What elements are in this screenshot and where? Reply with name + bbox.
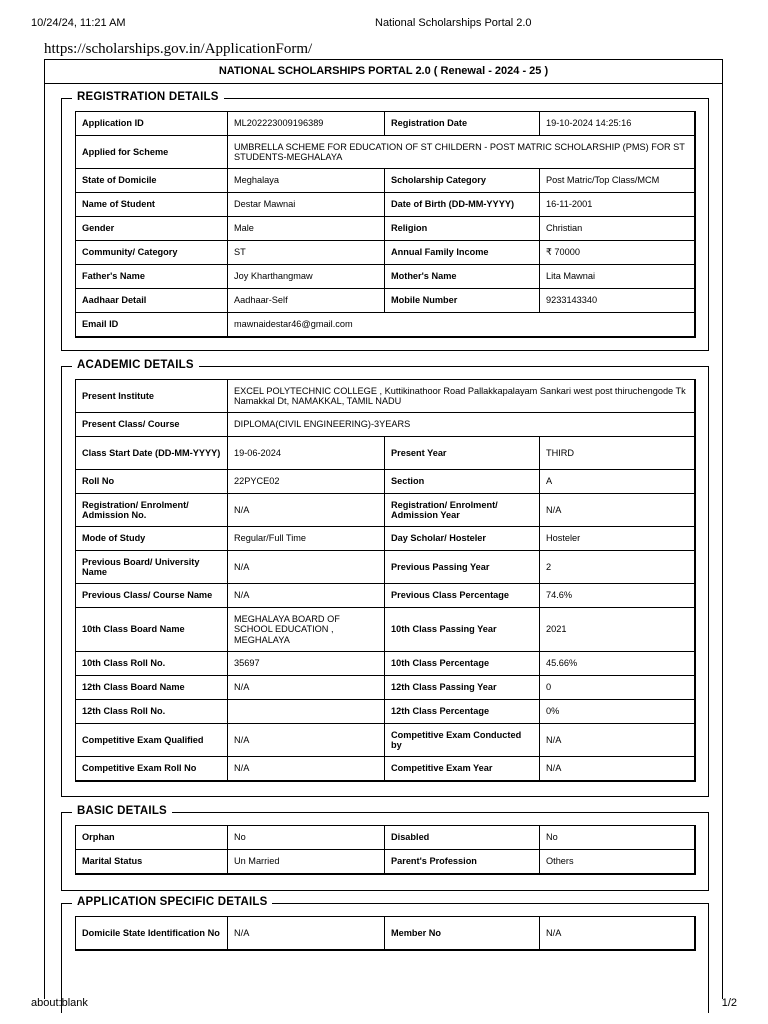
- field-label: Roll No: [76, 470, 228, 494]
- field-value: 74.6%: [540, 584, 695, 608]
- field-value: N/A: [228, 757, 385, 781]
- section-legend: REGISTRATION DETAILS: [72, 89, 224, 105]
- field-value: 19-06-2024: [228, 437, 385, 470]
- field-value: 0%: [540, 700, 695, 724]
- print-timestamp: 10/24/24, 11:21 AM: [31, 17, 126, 29]
- field-label: Parent's Profession: [385, 850, 540, 874]
- field-value: ST: [228, 241, 385, 265]
- portal-title: NATIONAL SCHOLARSHIPS PORTAL 2.0 ( Renewal - 2024 - 25 ): [45, 60, 722, 84]
- field-value: N/A: [228, 724, 385, 757]
- field-value: Lita Mawnai: [540, 265, 695, 289]
- table-row: [76, 112, 695, 136]
- field-label: 12th Class Board Name: [76, 676, 228, 700]
- field-value: Destar Mawnai: [228, 193, 385, 217]
- field-value: N/A: [228, 584, 385, 608]
- section-legend: BASIC DETAILS: [72, 803, 172, 819]
- field-value: mawnaidestar46@gmail.com: [228, 313, 695, 337]
- field-value: 16-11-2001: [540, 193, 695, 217]
- table-row: [76, 724, 695, 757]
- field-value: N/A: [228, 551, 385, 584]
- table-row: [76, 608, 695, 652]
- registration-table: [75, 111, 696, 338]
- table-row: [76, 217, 695, 241]
- field-label: Present Class/ Course: [76, 413, 228, 437]
- field-label: Competitive Exam Roll No: [76, 757, 228, 781]
- print-footer: [31, 997, 737, 1011]
- field-value: N/A: [540, 724, 695, 757]
- field-value: Post Matric/Top Class/MCM: [540, 169, 695, 193]
- table-row: [76, 169, 695, 193]
- field-label: Previous Class/ Course Name: [76, 584, 228, 608]
- section-legend: ACADEMIC DETAILS: [72, 357, 199, 373]
- field-value: 19-10-2024 14:25:16: [540, 112, 695, 136]
- field-value: No: [540, 826, 695, 850]
- field-label: Previous Class Percentage: [385, 584, 540, 608]
- field-value: ₹ 70000: [540, 241, 695, 265]
- field-label: Community/ Category: [76, 241, 228, 265]
- field-label: Day Scholar/ Hosteler: [385, 527, 540, 551]
- table-row: [76, 676, 695, 700]
- field-label: Scholarship Category: [385, 169, 540, 193]
- field-value: EXCEL POLYTECHNIC COLLEGE , Kuttikinathoor Road Pallakkapalayam Sankari west post thiruchengode Tk Namakkal Dt, NAMAKKAL, TAMIL NADU: [228, 380, 695, 413]
- field-label: Mode of Study: [76, 527, 228, 551]
- field-label: Registration/ Enrolment/ Admission Year: [385, 494, 540, 527]
- field-label: Annual Family Income: [385, 241, 540, 265]
- field-value: Regular/Full Time: [228, 527, 385, 551]
- field-value: Others: [540, 850, 695, 874]
- table-row: [76, 193, 695, 217]
- table-row: [76, 136, 695, 169]
- field-value: No: [228, 826, 385, 850]
- field-label: Disabled: [385, 826, 540, 850]
- field-label: Application ID: [76, 112, 228, 136]
- table-row: [76, 265, 695, 289]
- table-row: [76, 241, 695, 265]
- print-source: about:blank: [31, 997, 88, 1009]
- field-label: Applied for Scheme: [76, 136, 228, 169]
- table-row: [76, 700, 695, 724]
- field-value: Joy Kharthangmaw: [228, 265, 385, 289]
- field-value: N/A: [228, 917, 385, 950]
- table-row: [76, 850, 695, 874]
- table-row: [76, 413, 695, 437]
- field-label: 10th Class Passing Year: [385, 608, 540, 652]
- print-header: [31, 17, 737, 31]
- page-number: 1/2: [721, 997, 737, 1009]
- print-page-title: National Scholarships Portal 2.0: [375, 17, 532, 29]
- field-label: Email ID: [76, 313, 228, 337]
- table-row: [76, 551, 695, 584]
- field-label: Mother's Name: [385, 265, 540, 289]
- table-row: [76, 380, 695, 413]
- field-label: Previous Passing Year: [385, 551, 540, 584]
- basic-table: [75, 825, 696, 875]
- field-value: Aadhaar-Self: [228, 289, 385, 313]
- field-value: ML202223009196389: [228, 112, 385, 136]
- field-value: N/A: [228, 676, 385, 700]
- field-label: Present Institute: [76, 380, 228, 413]
- field-label: Registration Date: [385, 112, 540, 136]
- table-row: [76, 917, 695, 950]
- field-label: Marital Status: [76, 850, 228, 874]
- field-value: Christian: [540, 217, 695, 241]
- application-specific-table: [75, 916, 696, 951]
- application-form: [44, 59, 723, 999]
- table-row: [76, 826, 695, 850]
- table-row: [76, 757, 695, 781]
- field-value: 0: [540, 676, 695, 700]
- field-label: Class Start Date (DD-MM-YYYY): [76, 437, 228, 470]
- field-value: Meghalaya: [228, 169, 385, 193]
- field-value: UMBRELLA SCHEME FOR EDUCATION OF ST CHILDERN - POST MATRIC SCHOLARSHIP (PMS) FOR ST STUDENTS-MEGHALAYA: [228, 136, 695, 169]
- field-label: Mobile Number: [385, 289, 540, 313]
- academic-details-section: [61, 359, 709, 797]
- field-value: [228, 700, 385, 724]
- field-label: 12th Class Percentage: [385, 700, 540, 724]
- registration-details-section: [61, 91, 709, 351]
- field-value: Un Married: [228, 850, 385, 874]
- field-label: Domicile State Identification No: [76, 917, 228, 950]
- field-label: State of Domicile: [76, 169, 228, 193]
- field-value: 45.66%: [540, 652, 695, 676]
- field-label: Competitive Exam Qualified: [76, 724, 228, 757]
- field-label: Orphan: [76, 826, 228, 850]
- field-label: Aadhaar Detail: [76, 289, 228, 313]
- field-value: A: [540, 470, 695, 494]
- table-row: [76, 470, 695, 494]
- field-label: Religion: [385, 217, 540, 241]
- table-row: [76, 652, 695, 676]
- field-label: Section: [385, 470, 540, 494]
- field-value: 22PYCE02: [228, 470, 385, 494]
- field-value: 35697: [228, 652, 385, 676]
- field-value: 9233143340: [540, 289, 695, 313]
- basic-details-section: [61, 805, 709, 891]
- table-row: [76, 584, 695, 608]
- field-label: Competitive Exam Year: [385, 757, 540, 781]
- field-label: 10th Class Board Name: [76, 608, 228, 652]
- field-value: N/A: [540, 917, 695, 950]
- field-value: Hosteler: [540, 527, 695, 551]
- academic-table: [75, 379, 696, 782]
- field-label: Previous Board/ University Name: [76, 551, 228, 584]
- field-value: Male: [228, 217, 385, 241]
- field-value: N/A: [540, 757, 695, 781]
- field-value: 2: [540, 551, 695, 584]
- page-url: https://scholarships.gov.in/ApplicationForm/: [44, 41, 313, 57]
- field-label: 12th Class Passing Year: [385, 676, 540, 700]
- field-value: THIRD: [540, 437, 695, 470]
- field-value: DIPLOMA(CIVIL ENGINEERING)-3YEARS: [228, 413, 695, 437]
- field-label: Date of Birth (DD-MM-YYYY): [385, 193, 540, 217]
- field-label: Competitive Exam Conducted by: [385, 724, 540, 757]
- field-label: 12th Class Roll No.: [76, 700, 228, 724]
- table-row: [76, 437, 695, 470]
- field-label: Father's Name: [76, 265, 228, 289]
- field-value: N/A: [228, 494, 385, 527]
- section-legend: APPLICATION SPECIFIC DETAILS: [72, 894, 272, 910]
- field-value: N/A: [540, 494, 695, 527]
- field-label: Name of Student: [76, 193, 228, 217]
- table-row: [76, 313, 695, 337]
- field-label: Member No: [385, 917, 540, 950]
- table-row: [76, 527, 695, 551]
- field-label: Registration/ Enrolment/ Admission No.: [76, 494, 228, 527]
- field-value: MEGHALAYA BOARD OF SCHOOL EDUCATION , MEGHALAYA: [228, 608, 385, 652]
- field-value: 2021: [540, 608, 695, 652]
- field-label: 10th Class Percentage: [385, 652, 540, 676]
- table-row: [76, 494, 695, 527]
- field-label: Gender: [76, 217, 228, 241]
- table-row: [76, 289, 695, 313]
- field-label: Present Year: [385, 437, 540, 470]
- field-label: 10th Class Roll No.: [76, 652, 228, 676]
